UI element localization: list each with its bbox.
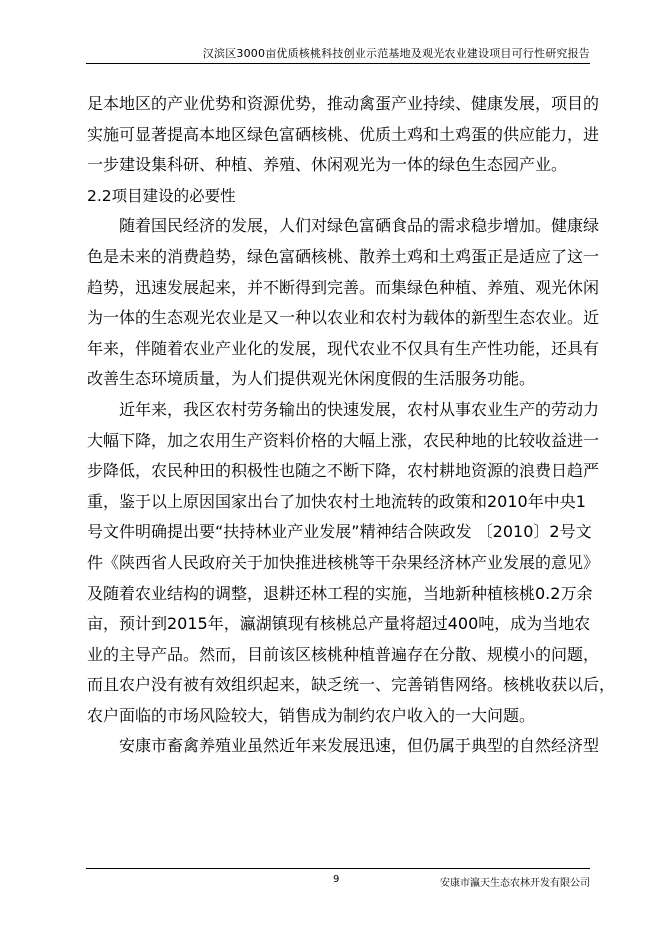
body-line: 及随着农业结构的调整，退耕还林工程的实施，当地新种植核桃0.2万余 bbox=[87, 583, 593, 603]
body-line: 足本地区的产业优势和资源优势，推动禽蛋产业持续、健康发展，项目的 bbox=[87, 94, 600, 113]
header-divider bbox=[86, 63, 590, 64]
header-title: 汉滨区3000亩优质核桃科技创业示范基地及观光农业建设项目可行性研究报告 bbox=[202, 47, 590, 60]
section-heading: 2.2项目建设的必要性 bbox=[87, 186, 236, 205]
body-line: 改善生态环境质量，为人们提供观光休闲度假的生活服务功能。 bbox=[87, 369, 536, 389]
body-line: 件《陕西省人民政府关于加快推进核桃等干杂果经济林产业发展的意见》 bbox=[87, 552, 600, 572]
body-line: 趋势，迅速发展起来，并不断得到完善。而集绿色种植、养殖、观光休闲 bbox=[87, 277, 600, 297]
body-line: 年来，伴随着农业产业化的发展，现代农业不仅具有生产性功能，还具有 bbox=[87, 338, 600, 358]
body-line: 近年来，我区农村劳务输出的快速发展，农村从事农业生产的劳动力 bbox=[119, 399, 600, 419]
body-line: 为一体的生态观光农业是又一种以农业和农村为载体的新型生态农业。近 bbox=[87, 308, 600, 328]
body-line: 号文件明确提出要“扶持林业产业发展”精神结合陕政发 〔2010〕2号文 bbox=[87, 522, 592, 542]
body-line: 安康市畜禽养殖业虽然近年来发展迅速，但仍属于典型的自然经济型 bbox=[119, 736, 600, 756]
body-line: 而且农户没有被有效组织起来，缺乏统一、完善销售网络。核桃收获以后， bbox=[87, 675, 616, 695]
body-line: 亩，预计到2015年，瀛湖镇现有核桃总产量将超过400吨，成为当地农 bbox=[87, 614, 591, 634]
body-line: 业的主导产品。然而，目前该区核桃种植普遍存在分散、规模小的问题， bbox=[87, 644, 600, 664]
body-line: 色是未来的消费趋势，绿色富硒核桃、散养土鸡和土鸡蛋正是适应了这一 bbox=[87, 246, 600, 266]
body-line: 重，鉴于以上原因国家出台了加快农村土地流转的政策和2010年中央1 bbox=[87, 491, 586, 511]
footer-divider bbox=[86, 868, 590, 869]
footer-company: 安康市瀛天生态农林开发有限公司 bbox=[440, 878, 590, 889]
body-line: 大幅下降，加之农用生产资料价格的大幅上涨，农民种地的比较收益进一 bbox=[87, 430, 600, 450]
page-number: 9 bbox=[333, 874, 340, 885]
body-line: 随着国民经济的发展，人们对绿色富硒食品的需求稳步增加。健康绿 bbox=[119, 216, 600, 236]
body-line: 步降低，农民种田的积极性也随之不断下降，农村耕地资源的浪费日趋严 bbox=[87, 461, 600, 481]
body-line: 实施可显著提高本地区绿色富硒核桃、优质土鸡和土鸡蛋的供应能力，进 bbox=[87, 124, 600, 144]
body-line: 农户面临的市场风险较大，销售成为制约农户收入的一大问题。 bbox=[87, 705, 536, 725]
document-body bbox=[87, 89, 616, 762]
body-line: 一步建设集科研、种植、养殖、休闲观光为一体的绿色生态园产业。 bbox=[87, 155, 568, 175]
